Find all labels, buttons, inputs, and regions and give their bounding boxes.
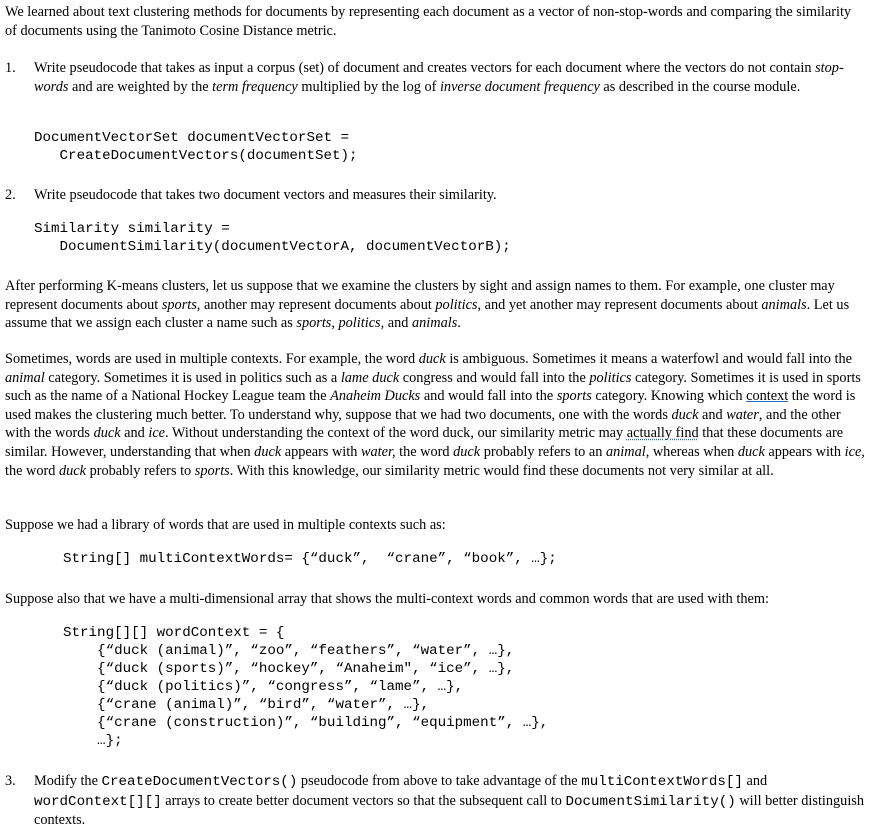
question-number: 1. bbox=[5, 60, 16, 76]
library-paragraph: Suppose we had a library of words that are used in multiple contexts such as: bbox=[5, 517, 446, 533]
underlined-actually-find: actually find bbox=[626, 425, 699, 442]
question-2 bbox=[5, 186, 866, 205]
intro-text: We learned about text clustering methods for documents by representing each document as a vector of non-stop-words and comparing the similarity of documents using the Tanimoto Cosine Distance metric. bbox=[5, 4, 852, 39]
question-1 bbox=[5, 59, 866, 96]
question-text: Write pseudocode that takes two document vectors and measures their similarity. bbox=[34, 187, 497, 203]
code-similarity: Similarity similarity = DocumentSimilarity(documentVectorA, documentVectorB); bbox=[34, 221, 511, 255]
question-number: 2. bbox=[5, 187, 16, 203]
code-create-vectors: DocumentVectorSet documentVectorSet = CreateDocumentVectors(documentSet); bbox=[34, 130, 358, 164]
question-3 bbox=[5, 772, 866, 830]
question-text: Write pseudocode that takes as input a corpus (set) of document and creates vectors for each document where the vectors do not contain stop-words and are weighted by the term frequency multiplied by the log of inverse document frequency as described in the course module. bbox=[34, 60, 844, 95]
kmeans-paragraph: After performing K-means clusters, let us suppose that we examine the clusters by sight and assign names to them. For example, one cluster may represent documents about sports, another may represent documents about politics, and yet another may represent documents about animals. Let us assume that we assign each cluster a name such as sports, politics, and animals. bbox=[5, 278, 850, 332]
intro-paragraph bbox=[5, 3, 866, 40]
question-number: 3. bbox=[5, 773, 16, 789]
array-paragraph: Suppose also that we have a multi-dimensional array that shows the multi-context words and common words that are used with them: bbox=[5, 591, 769, 607]
duck-paragraph: Sometimes, words are used in multiple contexts. For example, the word duck is ambiguous. Sometimes it means a waterfowl and would fall into the animal category. Sometimes it is used in politics such as a lame duck congress and would fall into the politics category. Sometimes it is used in sports such as the name of a National Hockey League team the Anaheim Ducks and would fall into the sports category. Knowing which context the word is used makes the clustering much better. To understand why, suppose that we had two documents, one with the words duck and water, and the other with the words duck and ice. Without understanding the context of the word duck, our similarity metric may actually find that these documents are similar. However, understanding that when duck appears with water, the word duck probably refers to an animal, whereas when duck appears with ice, the word duck probably refers to sports. With this knowledge, our similarity metric would find these documents not very similar at all. bbox=[5, 351, 865, 479]
question-text: Modify the CreateDocumentVectors() pseudocode from above to take advantage of the multiContextWords[] and wordContext[][] arrays to create better document vectors so that the subsequent call to DocumentSimilarity() will better distinguish contexts. bbox=[34, 773, 865, 829]
code-multi-context-words: String[] multiContextWords= {“duck”, “crane”, “book”, …}; bbox=[63, 551, 557, 567]
underlined-context: context bbox=[746, 388, 789, 405]
code-word-context: String[][] wordContext = { {“duck (animal)”, “zoo”, “feathers”, “water”, …}, {“duck (sports)”, “hockey”, “Anaheim", “ice”, …}, {“duck (politics)”, “congress”, “lame”, …}, {“crane (animal)”, “bird”, “water”, …}, {“crane (construction)”, “building”, “equipment”, …}, …}; bbox=[63, 625, 549, 749]
